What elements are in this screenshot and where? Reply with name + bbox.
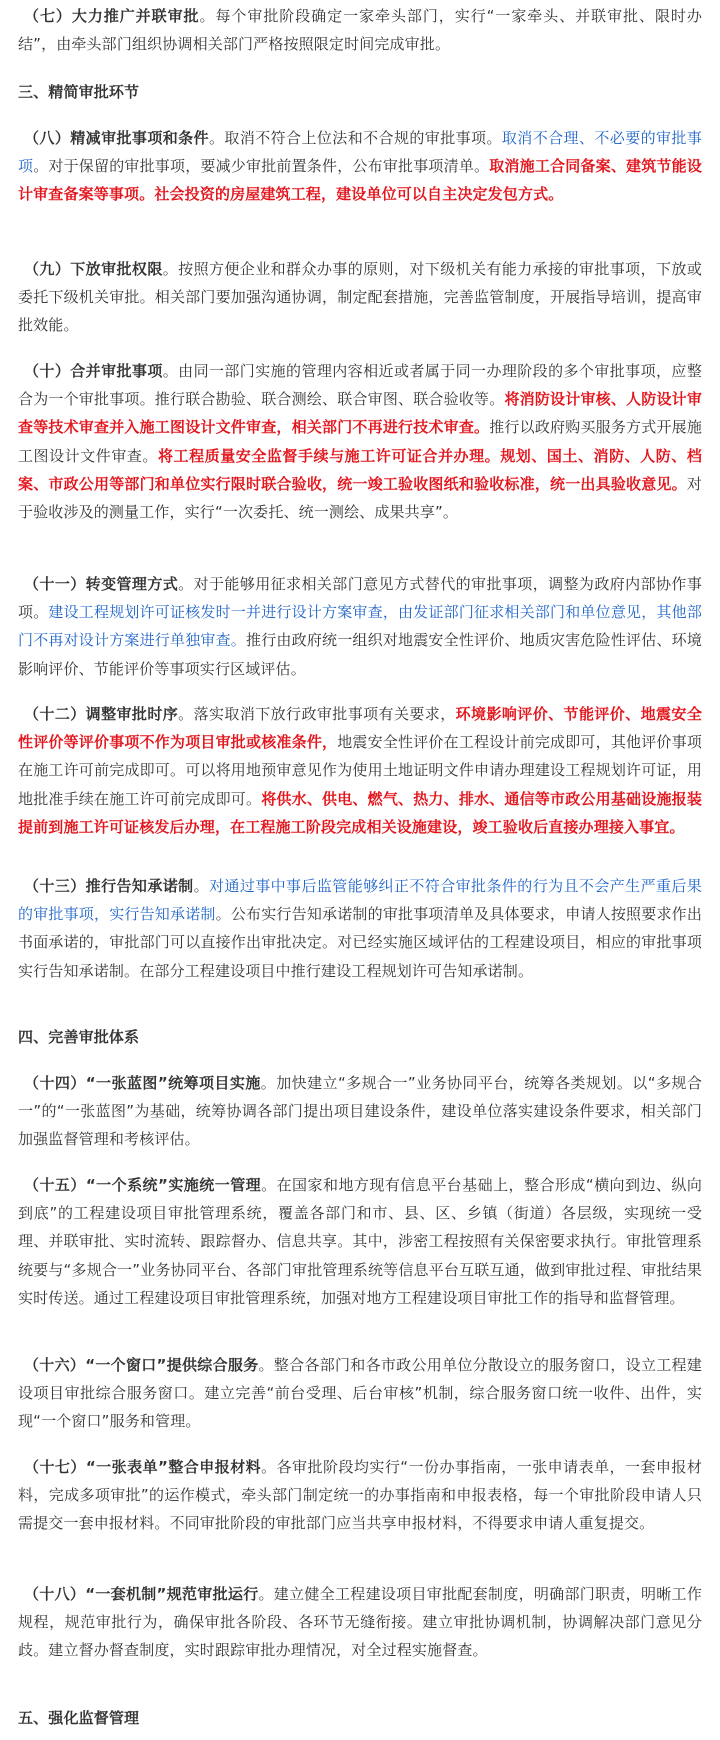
paragraph-15 <box>18 1171 702 1312</box>
highlight-blue: 建设工程规划许可证核发时一并进行设计方案审查，由发证部门征求相关部门和单位意见，其他部门不再对设计方案进行单独审查。 <box>18 603 702 650</box>
section-heading-5: 五、强化监督管理 <box>18 1709 140 1727</box>
paragraph-heading: （十一）转变管理方式 <box>24 575 179 593</box>
paragraph-heading: （九）下放审批权限 <box>24 260 163 278</box>
paragraph-10 <box>18 357 702 526</box>
paragraph-text: 。取消不符合上位法和不合规的审批事项。 <box>208 129 502 147</box>
paragraph-heading: （十七）“一张表单”整合申报材料 <box>24 1458 262 1476</box>
paragraph-text: 推行由政府统一组织对地震安全性评价、地质灾害危险性评估、环境影响评价、节能评价等事项实行区域评估。 <box>18 631 702 678</box>
paragraph-9 <box>18 255 702 340</box>
paragraph-7 <box>18 2 702 58</box>
paragraph-text: 推行以政府购买服务方式开展施工图设计文件审查。 <box>18 418 702 465</box>
highlight-red: 将供水、供电、燃气、热力、排水、通信等市政公用基础设施报装提前到施工许可证核发后办理，在工程施工阶段完成相关设施建设，竣工验收后直接办理接入事宜。 <box>18 789 702 836</box>
paragraph-text: 。加快建立“多规合一”业务协同平台，统筹各类规划。以“多规合一”的“一张蓝图”为基础，统筹协调各部门提出项目建设条件，建设单位落实建设条件要求，相关部门加强监督管理和考核评估。 <box>18 1074 702 1149</box>
paragraph-text: 。按照方便企业和群众办事的原则，对下级机关有能力承接的审批事项，下放或委托下级机关审批。相关部门要加强沟通协调，制定配套措施，完善监管制度，开展指导培训，提高审批效能。 <box>18 260 702 335</box>
paragraph-heading: （十八）“一套机制”规范审批运行 <box>24 1585 259 1603</box>
paragraph-8 <box>18 124 702 209</box>
paragraph-12 <box>18 700 702 841</box>
paragraph-text: 对于验收涉及的测量工作，实行“一次委托、统一测绘、成果共享”。 <box>18 474 702 522</box>
paragraph-text: 地震安全性评价在工程设计前完成即可，其他评价事项在施工许可前完成即可。可以将用地预审意见作为使用土地证明文件申请办理建设工程规划许可证，用地批准手续在施工许可前完成即可。 <box>18 733 702 808</box>
paragraph-text: 。由同一部门实施的管理内容相近或者属于同一办理阶段的多个审批事项，应整合为一个审批事项。推行联合勘验、联合测绘、联合审图、联合验收等。 <box>18 362 702 409</box>
paragraph-14 <box>18 1069 702 1154</box>
paragraph-text: 。建立健全工程建设项目审批配套制度，明确部门职责，明晰工作规程，规范审批行为，确保审批各阶段、各环节无缝衔接。建立审批协调机制，协调解决部门意见分歧。建立督办督查制度，实时跟踪审批办理情况，对全过程实施督查。 <box>18 1585 702 1660</box>
paragraph-text: 。公布实行告知承诺制的审批事项清单及具体要求，申请人按照要求作出书面承诺的，审批部门可以直接作出审批决定。对已经实施区域评估的工程建设项目，相应的审批事项实行告知承诺制。在部分工程建设项目中推行建设工程规划许可告知承诺制。 <box>18 905 703 980</box>
paragraph-13 <box>18 872 702 985</box>
highlight-red: 取消施工合同备案、建筑节能设计审查备案等事项。社会投资的房屋建筑工程，建设单位可以自主决定发包方式。 <box>18 157 702 204</box>
paragraph-text: 。落实取消下放行政审批事项有关要求， <box>178 705 456 723</box>
paragraph-heading: （十四）“一张蓝图”统筹项目实施 <box>24 1074 261 1092</box>
paragraph-text: 。各审批阶段均实行“一份办事指南，一张申请表单，一套申报材料，完成多项审批”的运作模式，牵头部门制定统一的办事指南和申报表格，每一个审批阶段申请人只需提交一套申报材料。不同审批阶段的审批部门应当共享申报材料，不得要求申请人重复提交。 <box>18 1458 702 1533</box>
highlight-blue: 对通过事中事后监管能够纠正不符合审批条件的行为且不会产生严重后果的审批事项，实行告知承诺制 <box>18 877 702 924</box>
paragraph-heading: （八）精减审批事项和条件 <box>24 129 209 147</box>
paragraph-text: 。对于能够用征求相关部门意见方式替代的审批事项，调整为政府内部协作事项。 <box>18 575 702 622</box>
paragraph-text: 。在国家和地方现有信息平台基础上，整合形成“横向到边、纵向到底”的工程建设项目审批管理系统，覆盖各部门和市、县、区、乡镇（街道）各层级，实现统一受理、并联审批、实时流转、跟踪督办、信息共享。其中，涉密工程按照有关保密要求执行。审批管理系统要与“多规合一”业务协同平台、各部门审批管理系统等信息平台互联互通，做到审批过程、审批结果实时传送。通过工程建设项目审批管理系统，加强对地方工程建设项目审批工作的指导和监督管理。 <box>18 1176 702 1307</box>
section-heading-3: 三、精简审批环节 <box>18 83 140 101</box>
paragraph-heading: （十）合并审批事项 <box>24 362 163 380</box>
paragraph-heading: （七）大力推广并联审批 <box>24 7 200 25</box>
highlight-blue: 取消不合理、不必要的审批事项 <box>18 129 703 176</box>
paragraph-heading: （十五）“一个系统”实施统一管理 <box>24 1176 262 1194</box>
highlight-red: 将消防设计审核、人防设计审查等技术审查并入施工图设计文件审查，相关部门不再进行技术审查。 <box>18 390 702 437</box>
paragraph-heading: （十三）推行告知承诺制 <box>24 877 194 895</box>
paragraph-text: 。 <box>193 877 209 895</box>
paragraph-11 <box>18 570 702 683</box>
section-heading-4: 四、完善审批体系 <box>18 1028 140 1046</box>
paragraph-heading: （十六）“一个窗口”提供综合服务 <box>24 1356 259 1374</box>
paragraph-text: 。对于保留的审批事项，要减少审批前置条件，公布审批事项清单。 <box>33 157 490 176</box>
paragraph-16 <box>18 1351 702 1436</box>
paragraph-heading: （十二）调整审批时序 <box>24 705 179 723</box>
paragraph-17 <box>18 1453 702 1538</box>
highlight-red: 将工程质量安全监督手续与施工许可证合并办理。规划、国土、消防、人防、档案、市政公用等部门和单位实行限时联合验收，统一竣工验收图纸和验收标准，统一出具验收意见。 <box>18 446 702 493</box>
highlight-red: 环境影响评价、节能评价、地震安全性评价等评价事项不作为项目审批或核准条件， <box>18 705 702 752</box>
paragraph-text: 。整合各部门和各市政公用单位分散设立的服务窗口，设立工程建设项目审批综合服务窗口。建立完善“前台受理、后台审核”机制，综合服务窗口统一收件、出件，实现“一个窗口”服务和管理。 <box>18 1356 702 1431</box>
paragraph-text: 。每个审批阶段确定一家牵头部门，实行“一家牵头、并联审批、限时办结”，由牵头部门组织协调相关部门严格按照限定时间完成审批。 <box>18 7 702 54</box>
paragraph-18 <box>18 1580 702 1665</box>
